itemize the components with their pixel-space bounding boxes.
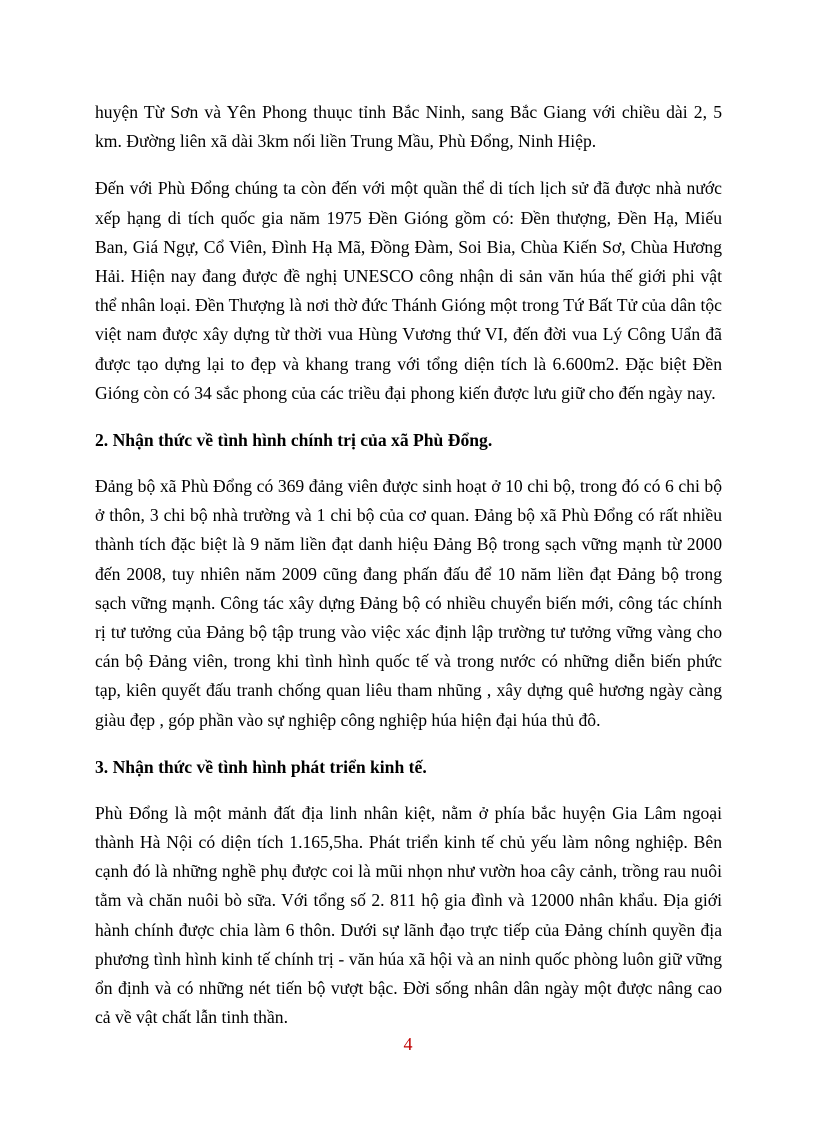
paragraph-relics: Đến với Phù Đổng chúng ta còn đến với một quần thể di tích lịch sử đã được nhà nước xếp hạng di tích quốc gia năm 1975 Đền Gióng gồm có: Đền thượng, Đền Hạ, Miếu Ban, Giá Ngự, Cổ Viên, Đình Hạ Mã, Đồng Đàm, Soi Bia, Chùa Kiến Sơ, Chùa Hương Hải. Hiện nay đang được đề nghị UNESCO công nhận di sản văn húa thế giới phi vật thể nhân loại. Đền Thượng là nơi thờ đức Thánh Gióng một trong Tứ Bất Tử của dân tộc việt nam được xây dựng từ thời vua Hùng Vương thứ VI, đến đời vua Lý Công Uẩn đã được tạo dựng lại to đẹp và khang trang với tổng diện tích là 6.600m2. Đặc biệt Đền Gióng còn có 34 sắc phong của các triều đại phong kiến được lưu giữ cho đến ngày nay.	[95, 178, 722, 403]
heading-politics: 2. Nhận thức về tình hình chính trị của xã Phù Đổng.	[95, 430, 493, 451]
paragraph-economy: Phù Đổng là một mảnh đất địa linh nhân kiệt, nằm ở phía bắc huyện Gia Lâm ngoại thành Hà Nội có diện tích 1.165,5ha. Phát triển kinh tế chủ yếu làm nông nghiệp. Bên cạnh đó là những nghề phụ được coi là mũi nhọn như vườn hoa cây cảnh, trồng rau nuôi tằm và chăn nuôi bò sữa. Với tổng số 2. 811 hộ gia đình và 12000 nhân khẩu. Địa giới hành chính được chia làm 6 thôn. Dưới sự lãnh đạo trực tiếp của Đảng chính quyền địa phương tình hình kinh tế chính trị - văn húa xã hội và an ninh quốc phòng luôn giữ vững ổn định và có những nét tiến bộ vượt bậc. Đời sống nhân dân ngày một được nâng cao cả về vật chất lẫn tinh thần.	[95, 802, 722, 1028]
paragraph-politics: Đảng bộ xã Phù Đổng có 369 đảng viên được sinh hoạt ở 10 chi bộ, trong đó có 6 chi bộ ở thôn, 3 chi bộ nhà trường và 1 chi bộ của cơ quan. Đảng bộ xã Phù Đổng có rất nhiều thành tích đặc biệt là 9 năm liền đạt danh hiệu Đảng Bộ trong sạch vững mạnh từ 2000 đến 2008, tuy nhiên năm 2009 cũng đang phấn đấu để 10 năm liền đạt Đảng bộ trong sạch vững mạnh. Công tác xây dựng Đảng bộ có nhiều chuyển biến mới, công tác chính rị tư tưởng của Đảng bộ tập trung vào việc xác định lập trường tư tưởng vững vàng cho cán bộ Đảng viên, trong khi tình hình quốc tế và trong nước có những diễn biến phức tạp, kiên quyết đấu tranh chống quan liêu tham nhũng , xây dựng quê hương ngày càng giàu đẹp , góp phần vào sự nghiệp công nghiệp húa hiện đại húa thủ đô.	[95, 476, 722, 730]
heading-economy: 3. Nhận thức về tình hình phát triển kinh tế.	[95, 756, 427, 777]
paragraph-intro: huyện Từ Sơn và Yên Phong thuục tỉnh Bắc Ninh, sang Bắc Giang với chiều dài 2, 5 km. Đường liên xã dài 3km nối liền Trung Mầu, Phù Đổng, Ninh Hiệp.	[95, 102, 722, 152]
document-page	[95, 98, 722, 1032]
page-number: 4	[403, 1034, 413, 1054]
